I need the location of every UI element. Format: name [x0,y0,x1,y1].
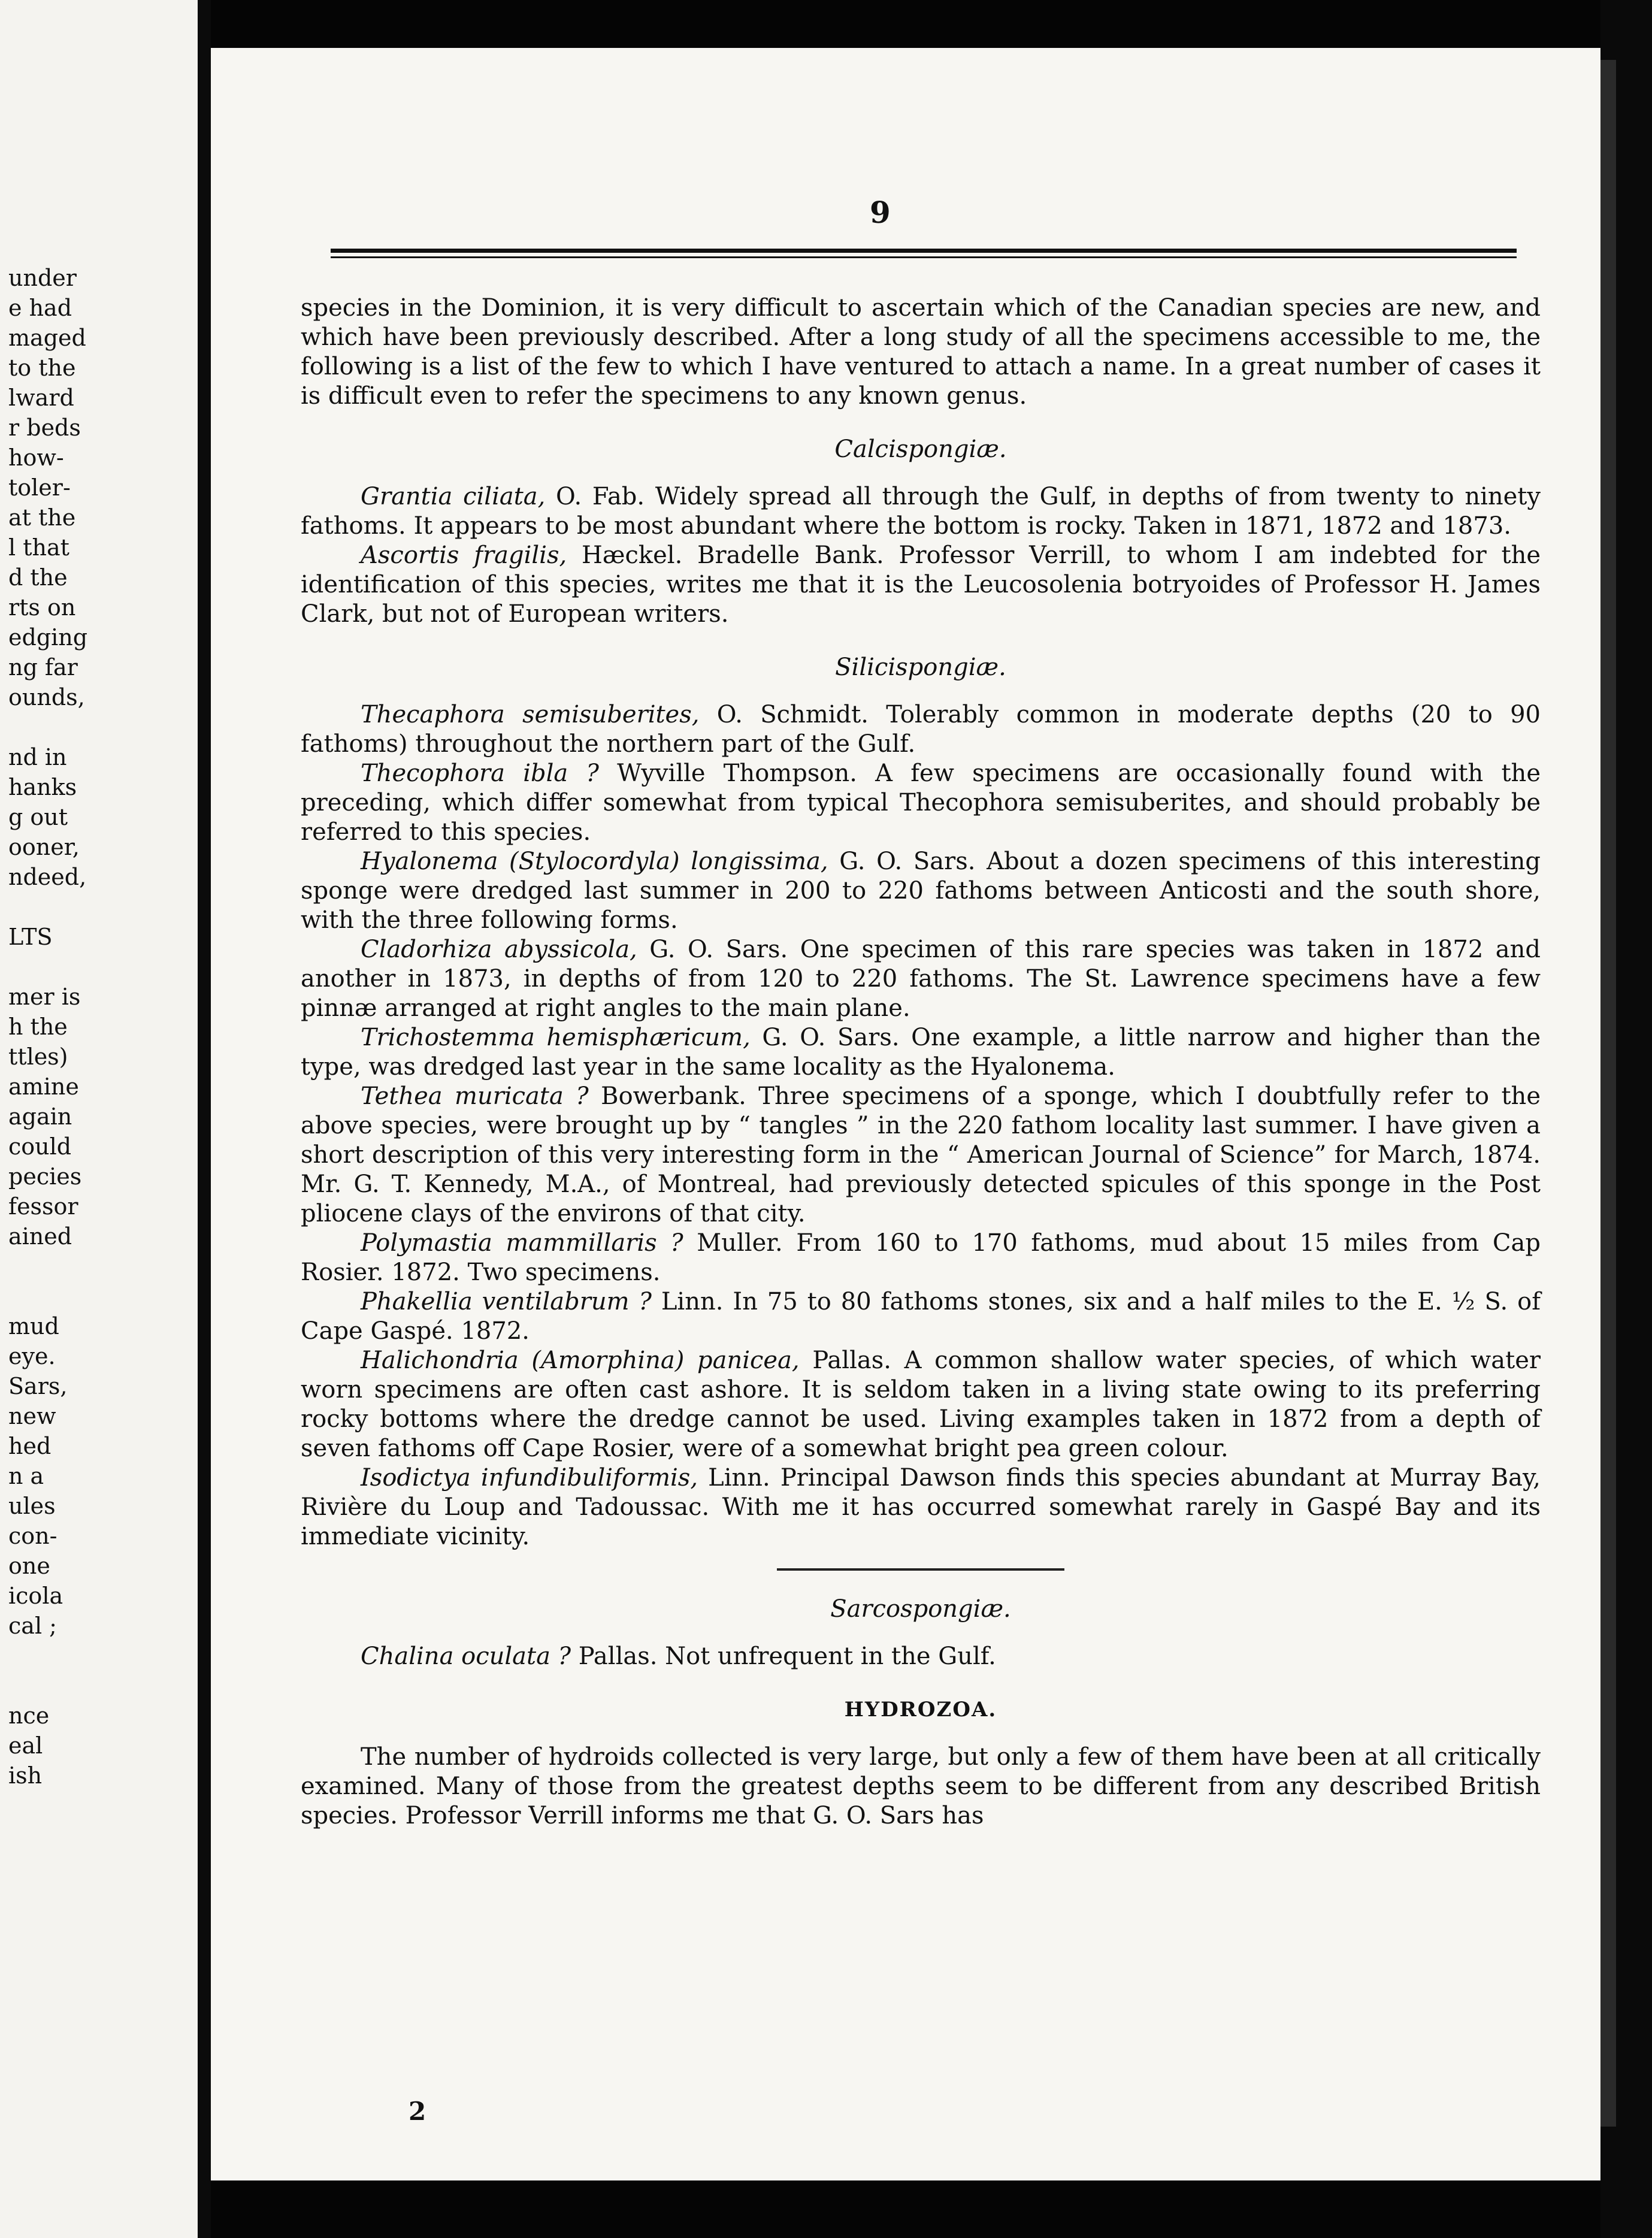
species-description: Hæckel. Bradelle Bank. Professor Verrill, to whom I am indebted for the identification of this species, writes me that it is the Leucosolenia botryoides of Professor H. James Clark, but not of European writers. [301,542,1541,628]
page-edge [1600,0,1652,2238]
left-fragment-line: pecies [8,1163,82,1190]
left-fragment-line: con- [8,1523,58,1549]
left-fragment-line: eye. [8,1343,56,1369]
left-fragment-line: LTS [8,924,53,950]
header-rule-thick [331,249,1517,253]
book-gutter [198,0,211,2238]
species-name: Chalina oculata ? [361,1643,571,1670]
left-fragment-line: rts on [8,594,76,621]
section-heading: Calcispongiæ. [834,435,1007,463]
left-fragment-line: new [8,1403,56,1429]
left-fragment-line: ooner, [8,834,80,860]
species-name: Thecophora ibla ? [361,760,599,787]
left-fragment-line: lward [8,385,74,411]
left-fragment-line: l that [8,534,69,561]
left-fragment-line: could [8,1133,72,1160]
species-description: Pallas. Not unfrequent in the Gulf. [571,1643,996,1670]
species-description: G. O. Sars. About a dozen specimens of this interesting sponge were dredged last summer in 200 to 220 fathoms between Anticosti and the south shore, with the three following forms. [301,848,1541,934]
species-description: O. Fab. Widely spread all through the Gulf, in depths of from twenty to ninety fathoms. It appears to be most abundant where the bottom is rocky. Taken in 1871, 1872 and 1873. [301,483,1541,540]
left-fragment-line: d the [8,564,68,591]
section-divider [777,1568,1064,1571]
species-description: Muller. From 160 to 170 fathoms, mud about 15 miles from Cap Rosier. 1872. Two specimens. [301,1229,1541,1286]
left-fragment-line: ounds, [8,684,85,710]
left-fragment-line: g out [8,804,68,830]
page-number: 9 [870,195,891,230]
species-entry [301,1642,1541,1671]
species-entry [301,541,1541,629]
left-fragment-line: nd in [8,744,67,770]
left-fragment-line: ules [8,1493,56,1519]
species-entry [301,847,1541,935]
species-name: Halichondria (Amorphina) panicea, [361,1347,800,1374]
species-description: O. Schmidt. Tolerably common in moderate depths (20 to 90 fathoms) throughout the northern part of the Gulf. [301,701,1541,758]
left-fragment-line: mer is [8,984,81,1010]
species-name: Isodictya infundibuliformis, [361,1464,698,1492]
species-description: G. O. Sars. One example, a little narrow and higher than the type, was dredged last year in the same locality as the Hyalonema. [301,1024,1541,1081]
left-fragment-line: hed [8,1433,52,1459]
left-fragment-line: mud [8,1313,59,1339]
left-fragment-line: ndeed, [8,864,87,890]
species-name: Cladorhiza abyssicola, [361,936,637,963]
facing-page-fragment [0,0,198,2238]
species-entry [301,759,1541,847]
species-entry [301,1082,1541,1229]
species-description: Bowerbank. Three specimens of a sponge, which I doubtfully refer to the above species, were brought up by “ tangles ” in the 220 fathom locality last summer. I have given a short description of this very interesting form in the “ American Journal of Science” for March, 1874. Mr. G. T. Kennedy, M.A., of Montreal, had previously detected spicules of this sponge in the Post pliocene clays of the environs of that city. [301,1082,1541,1227]
left-fragment-line: cal ; [8,1613,57,1639]
species-description: G. O. Sars. One specimen of this rare species was taken in 1872 and another in 1873, in depths of from 120 to 220 fathoms. The St. Lawrence specimens have a few pinnæ arranged at right angles to the main plane. [301,936,1541,1022]
species-name: Tethea muricata ? [361,1082,589,1110]
left-fragment-line: toler- [8,474,71,501]
left-fragment-line: maged [8,325,86,351]
intro-paragraph: species in the Dominion, it is very difficult to ascertain which of the Canadian species are new, and which have been previously described. After a long study of all the specimens accessible to me, the following is a list of the few to which I have ventured to attach a name. In a great number of cases it is difficult even to refer the specimens to any known genus. [301,294,1541,410]
species-entry [301,1229,1541,1287]
left-fragment-line: how- [8,444,64,471]
left-fragment-line: ish [8,1762,43,1789]
left-fragment-line: to the [8,355,76,381]
species-description: Wyville Thompson. A few specimens are occasionally found with the preceding, which differ somewhat from typical Thecophora semisuberites, and should probably be referred to this species. [301,760,1541,846]
left-fragment-line: icola [8,1583,63,1609]
species-description: Linn. Principal Dawson finds this species abundant at Murray Bay, Rivière du Loup and Tadoussac. With me it has occurred somewhat rarely in Gaspé Bay and its immediate vicinity. [301,1464,1541,1550]
species-entry [301,1287,1541,1346]
left-fragment-line: h the [8,1014,68,1040]
left-fragment-line: Sars, [8,1373,68,1399]
species-name: Ascortis fragilis, [361,542,567,569]
species-name: Phakellia ventilabrum ? [361,1288,652,1315]
species-entry [301,482,1541,541]
species-name: Grantia ciliata, [361,483,546,510]
species-name: Thecaphora semisuberites, [361,701,700,728]
page-body [301,294,1541,1831]
hydrozoa-heading: HYDROZOA. [844,1698,997,1722]
left-fragment-line: eal [8,1732,43,1759]
left-fragment-line: edging [8,624,88,651]
section-heading: Sarcospongiæ. [830,1595,1011,1623]
left-fragment-line: fessor [8,1193,78,1220]
section-heading: Silicispongiæ. [835,654,1006,681]
document-page [211,48,1600,2180]
left-fragment-line: ttles) [8,1044,68,1070]
species-name: Polymastia mammillaris ? [361,1229,683,1257]
species-description: Pallas. A common shallow water species, of which water worn specimens are often cast ashore. It is seldom taken in a living state owing to its preferring rocky bottoms where the dredge cannot be used. Living examples taken in 1872 from a depth of seven fathoms off Cape Rosier, were of a somewhat bright pea green colour. [301,1347,1541,1462]
left-fragment-line: hanks [8,774,77,800]
left-fragment-line: again [8,1103,72,1130]
species-entry [301,1023,1541,1082]
left-fragment-line: r beds [8,415,81,441]
left-fragment-line: n a [8,1463,44,1489]
signature-mark: 2 [409,2097,426,2126]
species-entry [301,700,1541,759]
left-fragment-line: nce [8,1702,50,1729]
species-name: Trichostemma hemisphæricum, [361,1024,751,1051]
species-name: Hyalonema (Stylocordyla) longissima, [361,848,828,875]
left-fragment-line: amine [8,1073,79,1100]
header-rule-thin [331,256,1517,258]
left-fragment-line: one [8,1553,50,1579]
species-entry [301,1346,1541,1463]
species-description: Linn. In 75 to 80 fathoms stones, six and a half miles to the E. ½ S. of Cape Gaspé. 1872. [301,1288,1541,1345]
left-fragment-line: ng far [8,654,78,681]
left-fragment-line: ained [8,1223,72,1250]
left-fragment-line: under [8,265,77,291]
hydrozoa-paragraph: The number of hydroids collected is very large, but only a few of them have been at all critically examined. Many of those from the greatest depths seem to be different from any described British species. Professor Verrill informs me that G. O. Sars has [301,1743,1541,1829]
left-fragment-line: at the [8,504,76,531]
species-entry [301,1463,1541,1552]
species-entry [301,935,1541,1023]
left-fragment-line: e had [8,295,72,321]
